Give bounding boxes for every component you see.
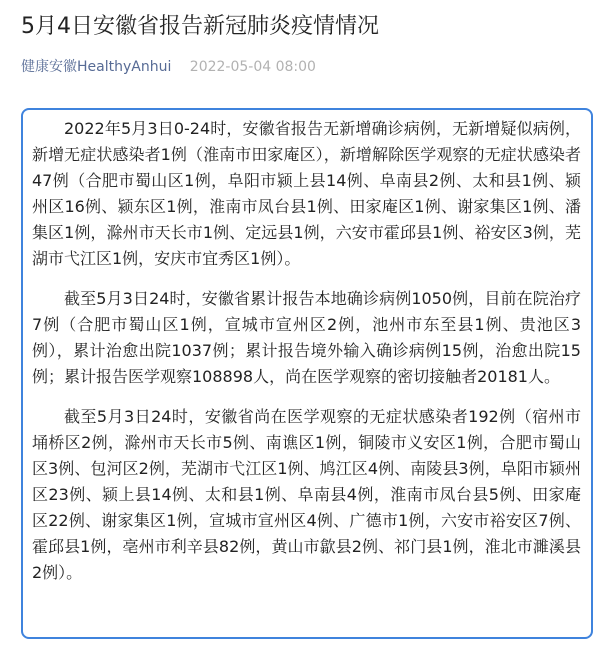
paragraph-cumulative-confirmed: 截至5月3日24时，安徽省累计报告本地确诊病例1050例，目前在院治疗7例（合肥市蜀山区1例，宣城市宣州区2例，池州市东至县1例、贵池区3例），累计治愈出院1037例；累计报告境外输入确诊病例15例，治愈出院15例；累计报告医学观察108898人，尚在医学观察的密切接触者20181人。: [32, 289, 581, 386]
article-title: 5月4日安徽省报告新冠肺炎疫情情况: [21, 14, 379, 39]
paragraph-asymptomatic-under-observation: 截至5月3日24时，安徽省尚在医学观察的无症状感染者192例（宿州市埇桥区2例，滁州市天长市5例、南谯区1例，铜陵市义安区1例，合肥市蜀山区3例、包河区2例，芜湖市弋江区1例、鸠江区4例、南陵县3例，阜阳市颍州区23例、颍上县14例、太和县1例、阜南县4例，淮南市凤台县5例、田家庵区22例、谢家集区1例，宣城市宣州区4例、广德市1例，六安市裕安区7例、霍邱县1例，亳州市利辛县82例，黄山市歙县2例、祁门县1例，淮北市濉溪县2例）。: [32, 407, 581, 582]
publish-date: 2022-05-04 08:00: [189, 59, 316, 75]
paragraph-new-cases: 2022年5月3日0-24时，安徽省报告无新增确诊病例，无新增疑似病例，新增无症状感染者1例（淮南市田家庵区），新增解除医学观察的无症状感染者47例（合肥市蜀山区1例，阜阳市颍上县14例、阜南县2例、太和县1例、颍州区16例、颍东区1例，淮南市凤台县1例、田家庵区1例、谢家集区1例、潘集区1例，滁州市天长市1例、定远县1例，六安市霍邱县1例、裕安区3例，芜湖市弋江区1例，安庆市宜秀区1例）。: [32, 119, 581, 268]
article-meta: [21, 58, 316, 76]
account-name-link[interactable]: 健康安徽HealthyAnhui: [21, 59, 172, 75]
article-content-box: [21, 108, 593, 639]
